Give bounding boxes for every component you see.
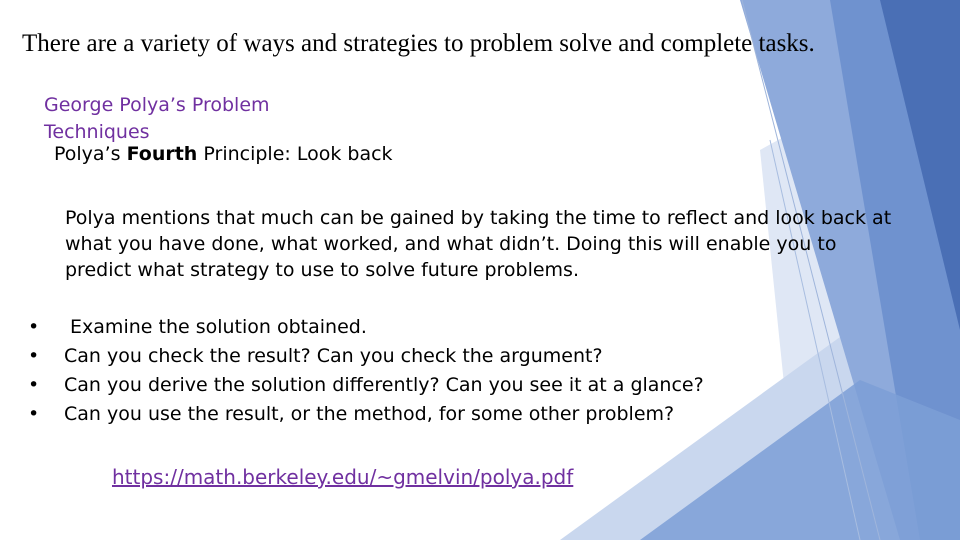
principle-prefix: Polya’s <box>54 143 127 165</box>
bullet-text: Can you derive the solution differently? Can you see it at a glance? <box>64 374 704 396</box>
subtitle-line: George Polya’s Problem <box>44 94 270 116</box>
principle-heading <box>54 143 393 165</box>
bullet-dot: • <box>28 374 40 396</box>
subtitle-line: Techniques <box>44 121 150 143</box>
principle-bold: Fourth <box>126 143 198 165</box>
bullet-dot: • <box>28 403 40 425</box>
list-item <box>28 400 704 429</box>
slide-title: There are a variety of ways and strategies to problem solve and complete tasks. <box>22 30 815 57</box>
list-item <box>28 313 704 342</box>
subtitle <box>44 92 270 146</box>
bullet-dot: • <box>28 345 40 367</box>
reference-link[interactable]: https://math.berkeley.edu/~gmelvin/polya.pdf <box>112 465 574 489</box>
bullet-dot: • <box>28 316 40 338</box>
bullet-text: Can you check the result? Can you check the argument? <box>64 345 603 367</box>
bullet-list <box>28 313 704 429</box>
list-item <box>28 342 704 371</box>
body-paragraph: Polya mentions that much can be gained by taking the time to reflect and look back at what you have done, what worked, and what didn’t. Doing this will enable you to predict what strategy to use to solve future problems. <box>65 207 892 281</box>
list-item <box>28 371 704 400</box>
principle-suffix: Principle: Look back <box>197 143 393 165</box>
bullet-text: Can you use the result, or the method, for some other problem? <box>64 403 675 425</box>
bullet-text: Examine the solution obtained. <box>64 316 367 338</box>
